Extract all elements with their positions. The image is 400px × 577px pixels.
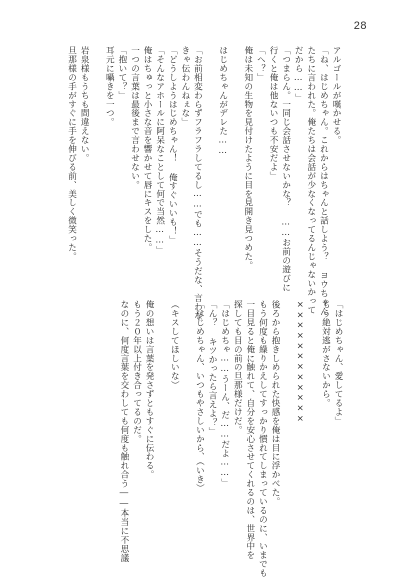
text-line: なのに、何度言葉を交わしても何度も触れ合う――本当に不思議 [118,300,129,563]
text-line: （キスしてほしいな） [169,300,180,390]
text-line: 一つの言葉は最後まで言わせない。 [129,46,140,190]
text-line: 後ろから抱きしめられた快感を俺は目に浮かべた。 [270,300,281,506]
text-block-bottom [117,300,344,577]
text-line: 一目見ると俺に触れて、自分を安心させてくれるのは、世界中を [244,300,255,560]
text-block-top [65,46,342,321]
text-line: 「そんなアホールに阿呆なことして何で当然……」 [154,46,165,255]
text-line [229,46,242,280]
text-line: 「お前相変わらずフラフラしてるし……でも……そうだな、言わな [192,46,203,321]
text-line: だから……」 [293,46,304,103]
page-number: 28 [353,20,367,32]
text-line [90,46,103,280]
text-line: 「へ？」 [255,46,266,82]
text-line: 耳元に囁きを一つ。 [104,46,115,127]
text-line: 俺は未知の生物を見付けたように目を見開き見つめた。 [242,46,253,270]
text-line: もう２０年以上付き合ってるのだ。 [131,300,142,444]
text-line: 「はじめちゃ……うーん、だ……だよ……」 [219,300,230,488]
text-line: ×××××××××××× [295,300,306,425]
text-line [306,300,319,534]
text-line: 俺はちゅっと小さな音を響かせて唇にキスをした。 [142,46,153,252]
text-line [180,300,193,534]
text-line: 「はじめちゃん、愛してるよ」 [333,300,343,426]
text-line: 「どうしようはじめちゃん！ 俺すぐいいも！」 [167,46,178,245]
text-line: 「はじめちゃん、いつもやさしいから、（いき） [194,300,205,493]
text-line: 俺の想いは言葉を発さずともすぐに伝わる。 [144,300,155,479]
text-line: 「ん？ キツかったら言えよ？」 [207,300,218,436]
text-line: アルゴールが嘆かせる。 [331,46,341,145]
text-line [155,300,168,534]
text-line: もう絶対逃がさないから。 [320,300,331,408]
text-line: もう何度も繰りかえしてすっかり慣れてしまっているのに、いまでも [257,300,268,577]
text-line: たちに言われた。俺たちは会話が少なくなってるんじゃないかって [305,46,316,315]
text-line [281,300,294,534]
text-line: はじめちゃんがデレた…… [217,46,228,157]
text-line: 旦那様の手がすぐに手を伸びる前、美しく微笑った。 [66,46,77,261]
text-line: 探しても目の前の旦那様だけだ。 [232,300,243,435]
text-line: 「つまらん。一同じ会話させないかな？ ……お前の遊びに [280,46,291,292]
text-line: 「抱いて？」 [116,46,127,100]
text-line: 行くと俺は他ないつも不安だよ」 [268,46,279,181]
text-line: 岩泉様もうちも間違えない。 [79,46,90,163]
text-line [203,46,216,280]
text-line: きゃ伝わんねぇな」 [179,46,190,127]
text-line: 「ね、はじめちゃん。これからはちゃんと話しよう？ ヨウちゃん [318,46,329,316]
